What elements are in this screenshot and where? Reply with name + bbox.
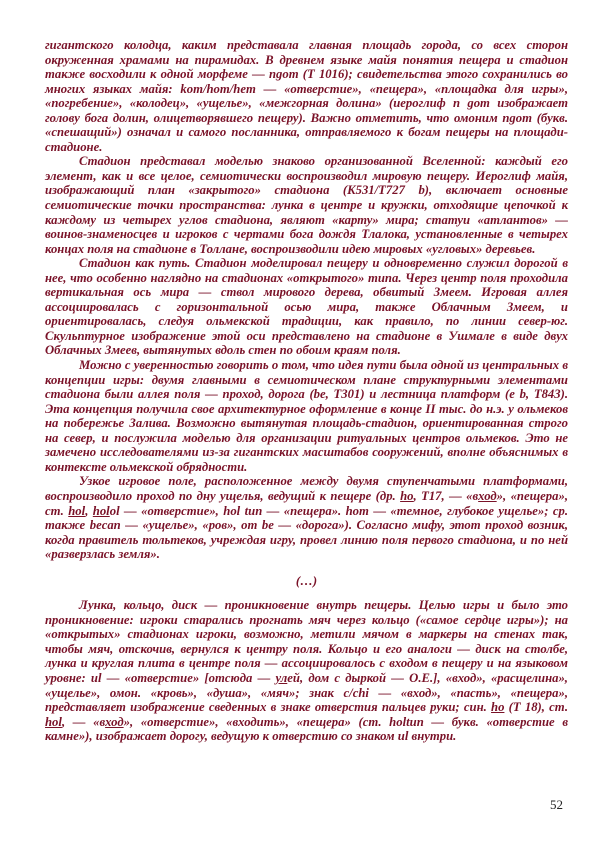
underlined-term: ho: [400, 488, 414, 503]
underlined-term: ho: [491, 700, 505, 715]
text-segment: Узкое игровое поле, расположенное между двумя ступенчатыми платформами, воспроизводило проход по дну ущелья, ведущий к пещере (др.: [45, 474, 568, 503]
text-segment: ol — «отверстие», hol tun — «пещера». hom — «темное, глубокое ущелье»; ср. также becan — «ущелье», «ров», от be — «дорога»). Согласно мифу, этот проход возник, когда правитель тольтеков, учреждая игру, провел линию поля первого стадиона, и по ней «разверзлась земля».: [45, 503, 569, 562]
underlined-term: hol: [45, 714, 62, 729]
text-segment: , — «в: [61, 714, 106, 729]
paragraph: [45, 598, 568, 743]
page-number: 52: [550, 797, 563, 812]
text-segment: Стадион как путь. Стадион моделировал пещеру и одновременно служил дорогой в нее, что особенно наглядно на стадионах «открытого» типа. Через центр поля проходила вертикальная ось мира — ствол мирового дерева, обвитый Змеем. Игровая аллея ассоциировалась с горизонтальной осью мира, также Облачным Змеем, и ориентировалась, следуя ольмекской традиции, как правило, по линии север-юг. Скульптурное изображение этой оси представлено на стадионе в Ушмале в виде двух Облачных Змеев, вытянутых вдоль стен по обоим краям поля.: [45, 256, 568, 358]
underlined-term: ул: [275, 670, 288, 685]
underlined-term: ход: [105, 714, 124, 729]
text-segment: », «отверстие», «входить», «пещера» (ст. holtun — букв. «отверстие в камне»), изображает дорогу, ведущую к отверстию со знаком ul внутри.: [45, 714, 568, 744]
text-segment: ,: [85, 503, 93, 518]
text-segment: Лунка, кольцо, диск — проникновение внутрь пещеры. Целью игры и было это проникновение: игроки старались прогнать мяч через кольцо («самое сердце игры»); на «открытых» стадионах игроки, возможно, метили мячом в маркеры на стенах так, чтобы мяч, отскочив, вернулся к центру поля. Кольцо и его аналоги — диск на столбе, лунка и круглая плита в центре поля — ассоциировалось с входом в пещеру и на языковом уровне: ul — «отверстие» [отсюда —: [45, 598, 568, 685]
paragraph: [45, 474, 568, 561]
paragraph: [45, 38, 568, 154]
paragraph: [45, 358, 568, 474]
text-segment: ей, дом с дыркой — О.Е.], «вход», «расщелина», «ущелье», омон. «кровь», «душа», «мяч»; знак c/chi — «вход», «пасть», «пещера», представляет изображение сведенных в знаке отверстия пальцев руки; син.: [45, 670, 568, 715]
text-segment: (…): [295, 573, 318, 588]
text-segment: Можно с уверенностью говорить о том, что идея пути была одной из центральных в концепции игры: двумя главными в семиотическом плане структурными элементами стадиона были аллея поля — проход, дорога (be, T301) и лестница платформ (e b, T843). Эта концепция получила свое архитектурное оформление в конце II тыс. до н.э. у ольмеков на побережье Залива. Возможно вытянутая площадь-стадион, ориентированная строго на север, и послужила моделью для организации ритуальных центров ольмеков. Это не замечено исследователями из-за гигантских масштабов сооружений, вполне объяснимых в контексте ольмекской обрядности.: [45, 358, 568, 474]
paragraph: [45, 154, 568, 256]
underlined-term: hol: [68, 503, 86, 518]
underlined-term: ход: [478, 488, 497, 503]
text-segment: (T 18), ст.: [504, 700, 569, 715]
document-body: [45, 38, 568, 744]
underlined-term: hol: [92, 503, 110, 518]
text-segment: Стадион представал моделью знаково организованной Вселенной: каждый его элемент, как и все целое, семиотически воспроизводил мировую пещеру. Иероглиф майя, изображающий план «закрытого» стадиона (K531/T727 b), включает основные семиотические точки пространства: лунка в центре и кружки, отходящие цепочкой к каждому из четырех углов стадиона, являют «карту» мира; статуи «атлантов» — воинов-знаменосцев и игроков с чертами бога дождя Тлалока, установленные в четырех концах поля на стадионе в Толлане, воспроизводили идею мировых «угловых» деревьев.: [45, 154, 568, 256]
text-segment: , T17, — «в: [413, 488, 479, 503]
paragraph: [45, 256, 568, 358]
omission-marker: [45, 574, 568, 589]
text-segment: », «пещера», ст.: [45, 488, 569, 518]
text-segment: гигантского колодца, каким представала главная площадь города, со всех сторон окруженная храмами на пирамидах. В древнем языке майя понятия пещера и стадион также восходили к одной морфеме — ngom (T 1016); свидетельства этого сохранились во многих языках майя: kom/hom/hem — «отверстие», «пещера», «площадка для игры», «погребение», «колодец», «ущелье», «межгорная долина» (иероглиф n gom изображает голову бога долин, олицетворявшего пещеру). Важно отметить, что омоним ngom (букв. «спешащий») означал и самого посланника, отправляемого к богам пещеры на площади-стадионе.: [45, 38, 568, 154]
